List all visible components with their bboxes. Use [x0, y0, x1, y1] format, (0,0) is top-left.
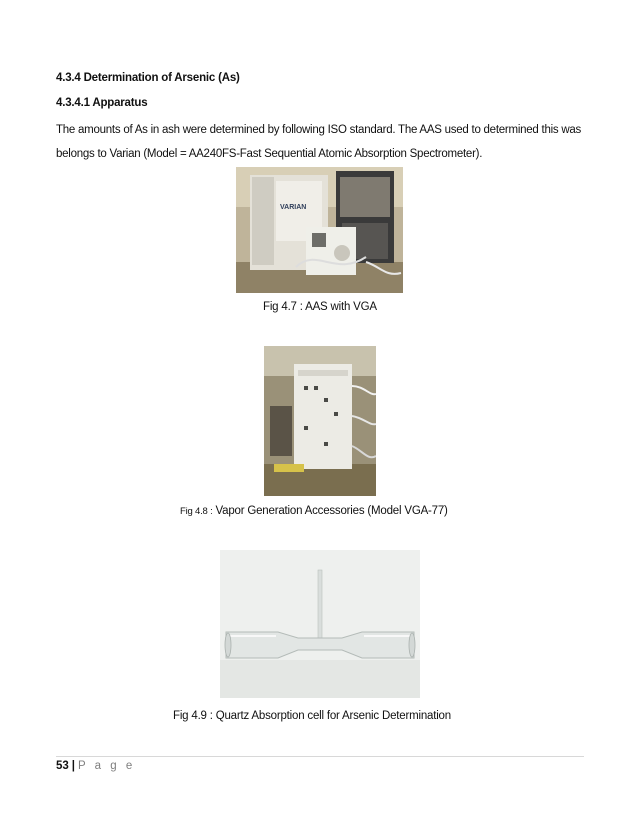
- subsection-heading: 4.3.4.1 Apparatus: [56, 97, 148, 109]
- figure-caption: Fig 4.7 : AAS with VGA: [263, 301, 377, 313]
- page-number: 53: [56, 760, 69, 772]
- quartz-cell-photo: [220, 550, 420, 698]
- footer-divider: [56, 756, 584, 757]
- figure-number: Fig 4.8 :: [180, 506, 213, 517]
- page-footer: [56, 760, 135, 772]
- vga-photo: [264, 346, 376, 496]
- footer-separator: |: [71, 760, 76, 772]
- figure-caption: [180, 505, 448, 517]
- body-paragraph: The amounts of As in ash were determined by following ISO standard. The AAS used to determined this was belongs to Varian (Model = AA240FS-Fast Sequential Atomic Absorption Spectrometer).: [56, 124, 582, 160]
- figure-caption: Fig 4.9 : Quartz Absorption cell for Arsenic Determination: [173, 710, 451, 722]
- aas-photo: [236, 167, 403, 293]
- varian-logo-text: VARIAN: [280, 204, 307, 211]
- page-label: P a g e: [78, 760, 136, 772]
- section-heading: 4.3.4 Determination of Arsenic (As): [56, 72, 240, 84]
- figure-caption-text: Vapor Generation Accessories (Model VGA-77): [215, 505, 448, 517]
